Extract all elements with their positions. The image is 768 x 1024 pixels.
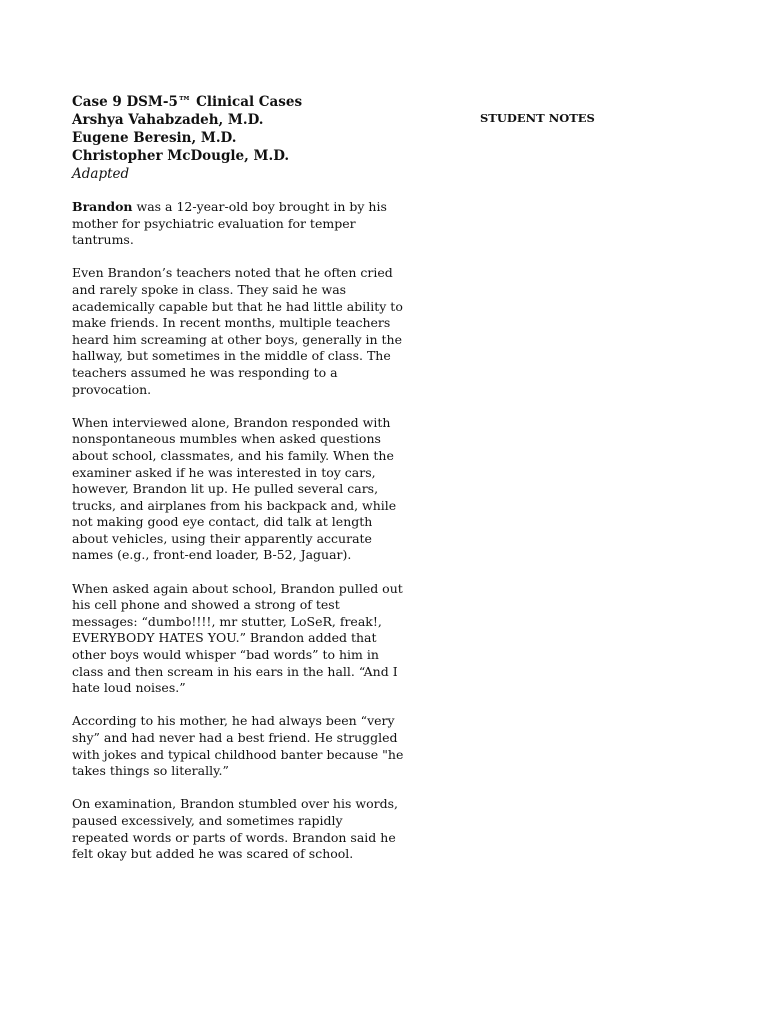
paragraph-line: tantrums. <box>72 232 134 248</box>
paragraph-line: make friends. In recent months, multiple teachers <box>72 315 391 331</box>
author-1: Arshya Vahabzadeh, M.D. <box>72 112 264 128</box>
case-title: Case 9 DSM-5™ Clinical Cases <box>72 94 303 110</box>
paragraph-line <box>72 199 392 216</box>
paragraph-line: class and then scream in his ears in the hall. “And I <box>72 663 398 679</box>
paragraph-line: about school, classmates, and his family. When the <box>72 447 394 463</box>
paragraph-line-text: was a 12-year-old boy brought in by his <box>132 199 387 214</box>
case-header <box>72 93 392 183</box>
paragraph-line: nonspontaneous mumbles when asked questions <box>72 431 381 447</box>
paragraph-line: teachers assumed he was responding to a <box>72 364 338 380</box>
paragraph-line: According to his mother, he had always been “very <box>72 713 395 729</box>
paragraph-line: trucks, and airplanes from his backpack and, while <box>72 497 397 513</box>
paragraph-line: hate loud noises.” <box>72 680 186 696</box>
paragraph-interview <box>72 414 397 564</box>
paragraph-line: examiner asked if he was interested in toy cars, <box>72 464 376 480</box>
paragraph-line: felt okay but added he was scared of school. <box>72 846 354 862</box>
paragraph-intro <box>72 199 392 249</box>
paragraph-line: with jokes and typical childhood banter because "he <box>72 746 404 762</box>
paragraph-line: On examination, Brandon stumbled over his words, <box>72 796 398 812</box>
paragraph-examination <box>72 796 398 862</box>
paragraph-line: provocation. <box>72 381 152 397</box>
paragraph-line: repeated words or parts of words. Brandon said he <box>72 829 396 845</box>
paragraph-line: paused excessively, and sometimes rapidly <box>72 812 343 828</box>
paragraph-line: about vehicles, using their apparently accurate <box>72 530 372 546</box>
paragraph-line: and rarely spoke in class. They said he was <box>72 281 347 297</box>
paragraph-line: other boys would whisper “bad words” to him in <box>72 647 379 663</box>
paragraph-line: academically capable but that he had little ability to <box>72 298 403 314</box>
paragraph-line: Even Brandon’s teachers noted that he often cried <box>72 265 393 281</box>
paragraph-line: not making good eye contact, did talk at length <box>72 514 373 530</box>
paragraph-mother <box>72 713 404 779</box>
paragraph-line: however, Brandon lit up. He pulled several cars, <box>72 481 379 497</box>
student-notes-heading: STUDENT NOTES <box>480 111 595 125</box>
author-2: Eugene Beresin, M.D. <box>72 130 237 146</box>
paragraph-line: EVERYBODY HATES YOU.” Brandon added that <box>72 630 377 646</box>
paragraph-line: hallway, but sometimes in the middle of class. The <box>72 348 391 364</box>
paragraph-line: names (e.g., front-end loader, B-52, Jaguar). <box>72 547 352 563</box>
author-3: Christopher McDougle, M.D. <box>72 148 290 164</box>
paragraph-line: When interviewed alone, Brandon responded with <box>72 414 391 430</box>
paragraph-line: takes things so literally.” <box>72 763 229 779</box>
paragraph-line: When asked again about school, Brandon pulled out <box>72 580 403 596</box>
paragraph-line: heard him screaming at other boys, generally in the <box>72 331 402 347</box>
paragraph-teachers <box>72 265 403 398</box>
paragraph-line: his cell phone and showed a strong of test <box>72 597 340 613</box>
paragraph-line: mother for psychiatric evaluation for temper <box>72 215 356 231</box>
case-text-column <box>72 93 404 863</box>
adapted-note: Adapted <box>72 166 130 182</box>
paragraph-line: messages: “dumbo!!!!, mr stutter, LoSeR, freak!, <box>72 613 382 629</box>
paragraph-school <box>72 580 403 697</box>
patient-name: Brandon <box>72 199 133 214</box>
paragraph-line: shy” and had never had a best friend. He struggled <box>72 730 398 745</box>
